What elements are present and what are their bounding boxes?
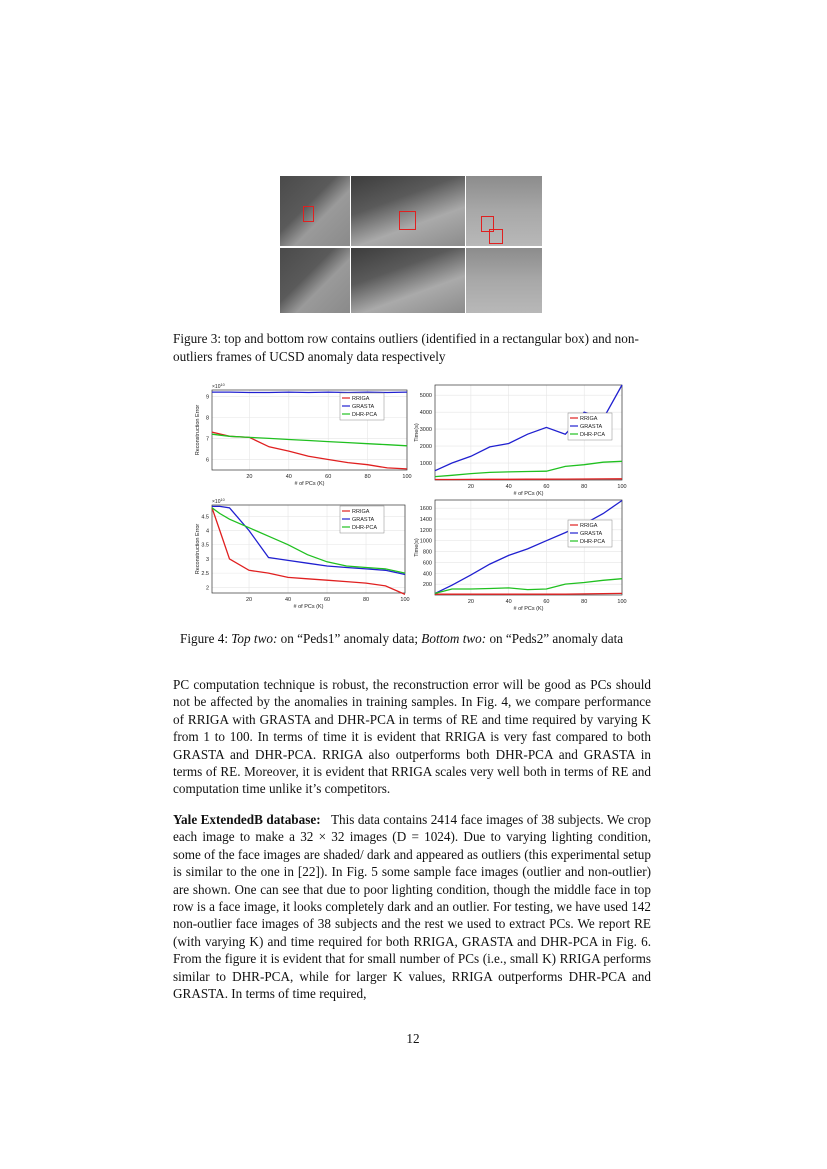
y-tick-label: 7	[205, 436, 209, 443]
y-tick-label: 1200	[419, 527, 432, 534]
legend-entry: GRASTA	[352, 517, 375, 523]
y-axis-label: Time(s)	[414, 423, 420, 442]
y-tick-label: 8	[205, 415, 209, 422]
legend-entry: RRIGA	[352, 396, 370, 402]
y-tick-label: 2.5	[201, 571, 209, 578]
figure4-caption: Figure 4: Top two: on “Peds1” anomaly data; Bottom two: on “Peds2” anomaly data	[180, 631, 624, 646]
y-axis-label: Time(s)	[414, 538, 420, 557]
x-tick-label: 100	[402, 474, 412, 480]
x-tick-label: 80	[362, 597, 370, 603]
y-scale-label: $\times 10^{10}$	[212, 498, 225, 505]
y-tick-label: 2	[205, 585, 209, 592]
x-tick-label: 20	[246, 474, 253, 480]
legend-entry: DHR-PCA	[580, 539, 606, 545]
y-tick-label: 400	[422, 571, 432, 578]
x-tick-label: 40	[285, 474, 292, 480]
y-tick-label: 4.5	[201, 514, 209, 521]
series-line-dhr-pca	[435, 461, 622, 476]
x-tick-label: 40	[284, 597, 292, 603]
y-tick-label: 3.5	[201, 542, 209, 549]
page-number: 12	[406, 1031, 420, 1046]
x-tick-label: 80	[581, 484, 588, 490]
x-tick-label: 100	[400, 597, 410, 603]
y-scale-label: $\times 10^{10}$	[212, 383, 225, 390]
y-tick-label: 6	[205, 457, 209, 464]
y-tick-label: 5000	[419, 393, 432, 400]
x-tick-label: 80	[581, 599, 588, 605]
y-tick-label: 4000	[419, 410, 432, 417]
paragraph-heading: Yale ExtendedB database:	[173, 812, 321, 827]
legend-entry: GRASTA	[580, 531, 603, 537]
x-tick-label: 20	[245, 597, 253, 603]
x-axis-label: # of PCs (K)	[294, 481, 325, 487]
paragraph-comparison: PC computation technique is robust, the reconstruction error will be good as PCs should not be affected by the anomalies in training samples. In Fig. 4, we compare performance of RRIGA with GRASTA and DHR-PCA in terms of RE and time required by varying K from 1 to 100. In terms of time it is evident that RRIGA is very fast compared to both GRASTA and DHR-PCA. RRIGA also outperforms both DHR-PCA and GRASTA in terms of RE. Moreover, it is evident that RRIGA scales very well both in terms of RE and computation time unlike it’s competitors.	[173, 677, 651, 797]
x-tick-label: 40	[505, 599, 512, 605]
legend-entry: DHR-PCA	[352, 525, 378, 531]
x-tick-label: 20	[467, 599, 474, 605]
x-tick-label: 100	[617, 599, 627, 605]
x-tick-label: 60	[325, 474, 332, 480]
legend-entry: RRIGA	[580, 523, 598, 529]
frame-top-middle	[351, 176, 465, 246]
figure3-caption: Figure 3: top and bottom row contains outliers (identified in a rectangular box) and non-outliers frames of UCSD anomaly data respectively	[173, 331, 639, 364]
y-tick-label: 1400	[419, 517, 432, 523]
figure3-image-grid	[280, 176, 542, 313]
series-line-rriga	[212, 432, 407, 469]
chart-peds1-re	[190, 380, 415, 498]
y-tick-label: 3000	[419, 427, 432, 434]
x-tick-label: 80	[364, 474, 371, 480]
frame-top-right	[466, 176, 542, 246]
x-axis-label: # of PCs (K)	[513, 606, 544, 612]
x-tick-label: 60	[543, 599, 550, 605]
y-axis-label: Reconstruction Error	[195, 523, 201, 575]
y-tick-label: 1000	[419, 538, 432, 545]
y-tick-label: 200	[422, 582, 432, 589]
x-tick-label: 40	[505, 484, 512, 490]
y-tick-label: 4	[205, 528, 209, 535]
chart-peds2-time	[410, 495, 630, 615]
y-tick-label: 600	[422, 560, 432, 567]
y-tick-label: 1600	[419, 506, 432, 513]
series-line-dhr-pca	[435, 579, 622, 594]
y-tick-label: 3	[205, 556, 209, 563]
y-tick-label: 1000	[419, 461, 432, 468]
frame-top-left	[280, 176, 350, 246]
x-tick-label: 60	[543, 484, 550, 490]
y-tick-label: 800	[422, 549, 432, 556]
x-tick-label: 60	[323, 597, 331, 603]
frame-bottom-left	[280, 248, 350, 313]
chart-peds1-time	[410, 380, 630, 498]
series-line-rriga	[435, 479, 622, 480]
frame-bottom-right	[466, 248, 542, 313]
y-axis-label: Reconstruction Error	[195, 404, 201, 456]
x-tick-label: 100	[617, 484, 627, 490]
legend-entry: GRASTA	[352, 404, 375, 410]
legend-entry: RRIGA	[580, 416, 598, 422]
legend-entry: DHR-PCA	[352, 412, 378, 418]
y-tick-label: 9	[205, 394, 209, 401]
x-axis-label: # of PCs (K)	[513, 491, 544, 497]
y-tick-label: 2000	[419, 444, 432, 451]
x-tick-label: 20	[467, 484, 474, 490]
legend-entry: RRIGA	[352, 509, 370, 515]
paragraph-yale: Yale ExtendedB database: This data contains 2414 face images of 38 subjects. We crop each image to make a 32 × 32 images (D = 1024). Due to varying lighting condition, some of the face images are shaded/ dark and appeared as outliers (this experimental setup is similar to the one in [22]). In Fig. 5 some sample face images (outlier and non-outlier) are shown. One can see that due to poor lighting condition, though the middle face in top row is a face image, it looks completely dark and an outlier. For testing, we have used 142 non-outlier face images of 38 subjects and the rest we used to extract PCs. We report RE (with varying K) and time required for both RRIGA, GRASTA and DHR-PCA in Fig. 6. From the figure it is evident that for small number of PCs (i.e., small K) RRIGA performs similar to DHR-PCA, while for larger K values, RRIGA outperforms DHR-PCA and GRASTA. In terms of time required,	[173, 812, 651, 1002]
x-axis-label: # of PCs (K)	[293, 604, 324, 610]
frame-bottom-middle	[351, 248, 465, 313]
series-line-rriga	[435, 593, 622, 594]
legend-entry: GRASTA	[580, 424, 603, 430]
chart-peds2-re	[190, 495, 415, 615]
series-line-dhr-pca	[212, 434, 407, 446]
legend-entry: DHR-PCA	[580, 432, 606, 438]
